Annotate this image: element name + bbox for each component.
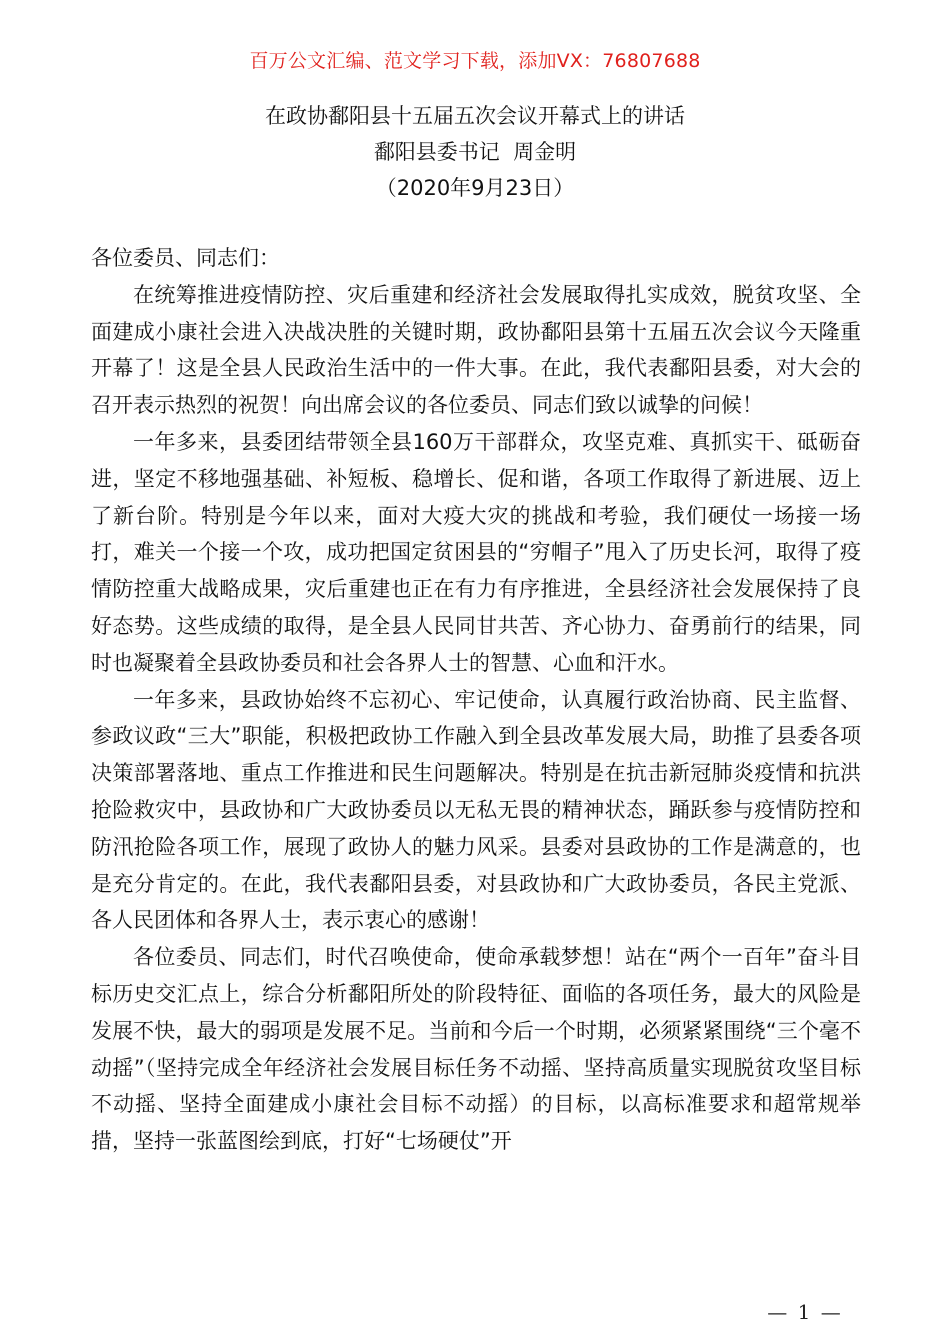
paragraph: 在统筹推进疫情防控、灾后重建和经济社会发展取得扎实成效，脱贫攻坚、全面建成小康社会进入决战决胜的关键时期，政协鄱阳县第十五届五次会议今天隆重开幕了！这是全县人民政治生活中的一件大事。在此，我代表鄱阳县委，对大会的召开表示热烈的祝贺！向出席会议的各位委员、同志们致以诚挚的问候！ xyxy=(91,282,861,418)
speaker-line: 鄱阳县委书记 周金明 xyxy=(373,140,577,164)
salutation: 各位委员、同志们： xyxy=(91,246,280,270)
document-header xyxy=(0,98,950,206)
watermark-banner: 百万公文汇编、范文学习下载，添加VX：76807688 xyxy=(249,50,701,72)
paragraph: 各位委员、同志们，时代召唤使命，使命承载梦想！站在“两个一百年”奋斗目标历史交汇点上，综合分析鄱阳所处的阶段特征、面临的各项任务，最大的风险是发展不快，最大的弱项是发展不足。当前和今后一个时期，必须紧紧围绕“三个毫不动摇”（坚持完成全年经济社会发展目标任务不动摇、坚持高质量实现脱贫攻坚目标不动摇、坚持全面建成小康社会目标不动摇）的目标，以高标准要求和超常规举措，坚持一张蓝图绘到底，打好“七场硬仗”开 xyxy=(91,945,861,1154)
paragraph: 一年多来，县委团结带领全县160万干部群众，攻坚克难、真抓实干、砥砺奋进，坚定不移地强基础、补短板、稳增长、促和谐，各项工作取得了新进展、迈上了新台阶。特别是今年以来，面对大疫大灾的挑战和考验，我们硬仗一场接一场打，难关一个接一个攻，成功把国定贫困县的“穷帽子”甩入了历史长河，取得了疫情防控重大战略成果，灾后重建也正在有力有序推进，全县经济社会发展保持了良好态势。这些成绩的取得，是全县人民同甘共苦、齐心协力、奋勇前行的结果，同时也凝聚着全县政协委员和社会各界人士的智慧、心血和汗水。 xyxy=(91,429,861,675)
page-number: — 1 — xyxy=(767,1300,843,1324)
paragraph: 一年多来，县政协始终不忘初心、牢记使命，认真履行政治协商、民主监督、参政议政“三大”职能，积极把政协工作融入到全县改革发展大局，助推了县委各项决策部署落地、重点工作推进和民生问题解决。特别是在抗击新冠肺炎疫情和抗洪抢险救灾中，县政协和广大政协委员以无私无畏的精神状态，踊跃参与疫情防控和防汛抢险各项工作，展现了政协人的魅力风采。县委对县政协的工作是满意的，也是充分肯定的。在此，我代表鄱阳县委，对县政协和广大政协委员，各民主党派、各人民团体和各界人士，表示衷心的感谢！ xyxy=(91,687,861,933)
document-title: 在政协鄱阳县十五届五次会议开幕式上的讲话 xyxy=(265,104,685,128)
speech-body xyxy=(91,240,861,1160)
speech-date: （2020年9月23日） xyxy=(375,176,575,200)
